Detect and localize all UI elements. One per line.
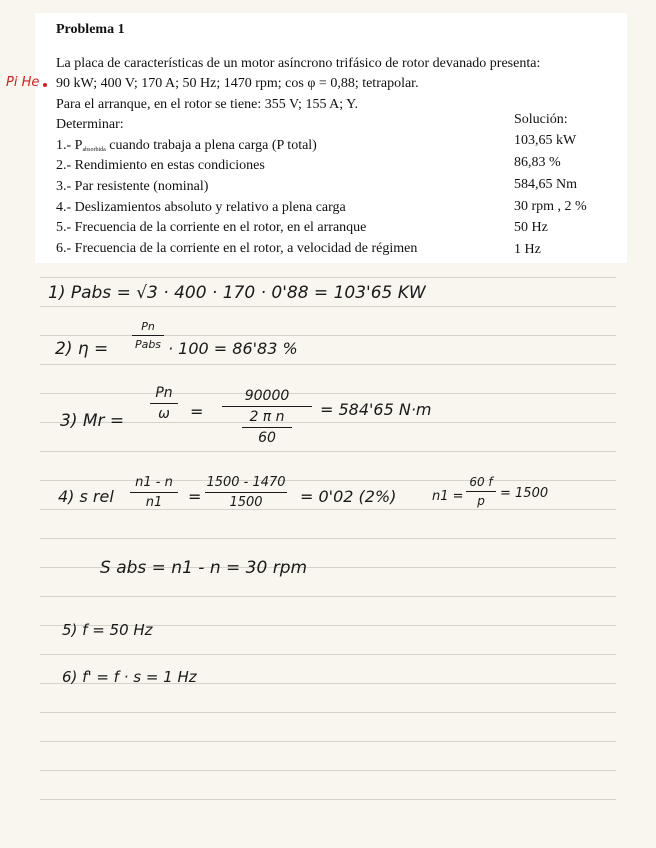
step-3-middle: 2 π n <box>249 409 285 425</box>
step-4-n1-label: n1 = <box>432 489 464 504</box>
step-3-denominator-2: 60 <box>258 430 276 446</box>
step-2-fraction <box>132 320 164 351</box>
step-4-n1-result: = 1500 <box>500 486 549 501</box>
step-2-numerator: Pn <box>141 320 155 333</box>
step-4-denominator-2: 1500 <box>229 495 263 510</box>
step-3-numerator-2: 90000 <box>244 388 290 404</box>
problem-specs: 90 kW; 400 V; 170 A; 50 Hz; 1470 rpm; cos φ = 0,88; tetrapolar. <box>56 76 419 91</box>
question-4: 4.- Deslizamientos absoluto y relativo a plena carga <box>56 200 346 215</box>
handwritten-step-4b: S abs = n1 - n = 30 rpm <box>100 558 308 578</box>
step-3-fraction-2 <box>222 388 312 446</box>
problem-intro: La placa de características de un motor asíncrono trifásico de rotor devanado presenta: <box>56 56 541 71</box>
step-4-denominator-3: p <box>477 494 485 508</box>
handwritten-step-6: 6) f' = f · s = 1 Hz <box>62 668 197 686</box>
handwritten-step-2-right: · 100 = 86'83 % <box>168 339 298 358</box>
handwritten-step-2-left: 2) η = <box>55 339 109 359</box>
problem-title: Problema 1 <box>56 22 125 37</box>
answer-6: 1 Hz <box>514 242 541 257</box>
handwritten-step-4-right: = 0'02 (2%) <box>300 487 397 506</box>
bullet-dot-icon <box>43 83 47 87</box>
question-3: 3.- Par resistente (nominal) <box>56 179 209 194</box>
step-4-numerator-3: 60 f <box>469 475 493 489</box>
problem-start-data: Para el arranque, en el rotor se tiene: 355 V; 155 A; Y. <box>56 97 358 112</box>
answer-4: 30 rpm , 2 % <box>514 199 587 214</box>
step-3-denominator: ω <box>158 406 170 422</box>
step-4-denominator: n1 <box>145 495 163 510</box>
question-6: 6.- Frecuencia de la corriente en el rotor, a velocidad de régimen <box>56 241 418 256</box>
handwritten-step-1: 1) Pabs = √3 · 400 · 170 · 0'88 = 103'65 KW <box>48 283 426 303</box>
handwritten-step-4-left: 4) s rel <box>58 487 114 506</box>
determinar-label: Determinar: <box>56 117 124 132</box>
step-3-numerator: Pn <box>155 385 173 401</box>
step-3-fraction-1 <box>150 385 178 422</box>
question-5: 5.- Frecuencia de la corriente en el rotor, en el arranque <box>56 220 367 235</box>
answer-1: 103,65 kW <box>514 133 577 148</box>
step-2-denominator: Pabs <box>134 338 162 351</box>
margin-note: Pi He <box>6 75 40 90</box>
question-2: 2.- Rendimiento en estas condiciones <box>56 158 265 173</box>
step-4-fraction-2 <box>205 475 287 510</box>
question-1: 1.- $P_{absorbida}$ cuando trabaja a plena carga (P total) <box>56 138 317 153</box>
step-4-fraction-3 <box>466 475 496 508</box>
answer-2: 86,83 % <box>514 155 561 170</box>
answer-3: 584,65 Nm <box>514 177 577 192</box>
step-4-numerator-2: 1500 - 1470 <box>206 475 286 490</box>
handwritten-step-3-right: = 584'65 N·m <box>320 400 432 419</box>
step-4-fraction-1 <box>130 475 178 510</box>
handwritten-step-3-left: 3) Mr = <box>60 411 125 431</box>
handwritten-step-5: 5) f = 50 Hz <box>62 621 153 639</box>
step-4-equals: = <box>188 487 202 506</box>
step-4-numerator: n1 - n <box>135 475 173 490</box>
step-3-equals: = <box>190 402 204 421</box>
answer-5: 50 Hz <box>514 220 548 235</box>
solution-header: Solución: <box>514 112 568 127</box>
